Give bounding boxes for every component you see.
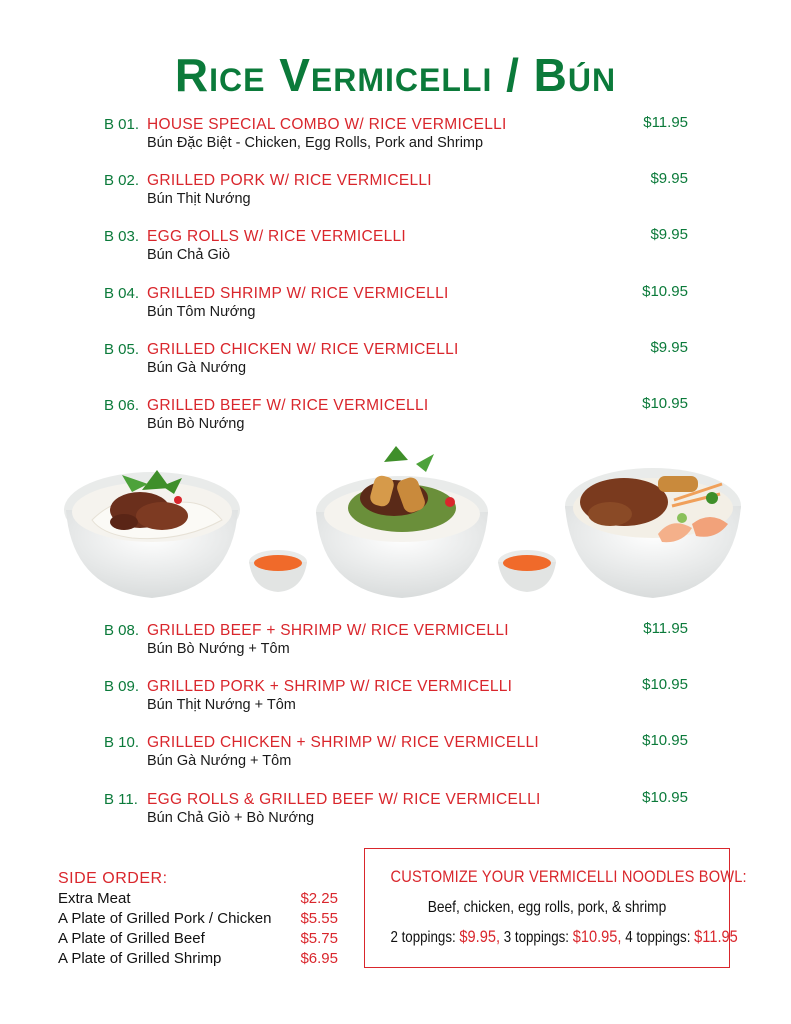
item-code: B 04. (104, 285, 140, 302)
item-code: B 06. (104, 397, 140, 414)
customize-bowl-box (364, 848, 747, 968)
item-price: $10.95 (642, 395, 688, 412)
page-title: Rice Vermicelli / Bún (174, 49, 617, 101)
side-order-row (58, 890, 348, 910)
item-price: $9.95 (650, 226, 688, 243)
item-name: GRILLED BEEF + SHRIMP W/ RICE VERMICELLI (147, 622, 509, 639)
item-code: B 01. (104, 116, 140, 133)
topping-3-price: $10.95, (572, 927, 622, 946)
item-vietnamese-name: Bún Chả Giò + Bò Nướng (147, 810, 315, 826)
menu-item (104, 791, 694, 835)
item-code: B 08. (104, 622, 140, 639)
food-photos (0, 440, 791, 610)
item-price: $10.95 (642, 789, 688, 806)
topping-3-label: 3 toppings: (503, 929, 569, 946)
item-name: GRILLED SHRIMP W/ RICE VERMICELLI (147, 285, 449, 302)
topping-4-label: 4 toppings: (625, 929, 691, 946)
menu-item (104, 285, 694, 329)
customize-topping-prices (390, 927, 738, 947)
menu-item (104, 341, 694, 385)
item-vietnamese-name: Bún Tôm Nướng (147, 304, 256, 320)
item-vietnamese-name: Bún Chả Giò (147, 247, 231, 263)
menu-item (104, 678, 694, 722)
item-vietnamese-name: Bún Đặc Biệt - Chicken, Egg Rolls, Pork and Shrimp (147, 135, 484, 151)
item-name: GRILLED PORK W/ RICE VERMICELLI (147, 172, 432, 189)
side-order-row (58, 950, 348, 970)
item-price: $11.95 (643, 114, 688, 131)
item-code: B 10. (104, 734, 140, 751)
item-vietnamese-name: Bún Bò Nướng + Tôm (147, 641, 290, 657)
item-price: $9.95 (650, 339, 688, 356)
customize-title: CUSTOMIZE YOUR VERMICELLI NOODLES BOWL: (390, 867, 747, 886)
side-order-label: A Plate of Grilled Beef (58, 930, 205, 947)
item-price: $10.95 (642, 676, 688, 693)
side-order-title: SIDE ORDER: (58, 870, 168, 887)
item-name: GRILLED CHICKEN + SHRIMP W/ RICE VERMICELLI (147, 734, 540, 751)
item-price: $10.95 (642, 732, 688, 749)
menu-item (104, 622, 694, 666)
side-order-price: $2.25 (300, 890, 338, 907)
menu-item (104, 228, 694, 272)
side-order-price: $6.95 (300, 950, 338, 967)
item-name: GRILLED PORK + SHRIMP W/ RICE VERMICELLI (147, 678, 513, 695)
item-code: B 03. (104, 228, 140, 245)
item-code: B 05. (104, 341, 140, 358)
combo-vermicelli-bowl-image (562, 454, 744, 600)
item-price: $10.95 (642, 283, 688, 300)
item-code: B 09. (104, 678, 140, 695)
menu-item (104, 734, 694, 778)
menu-item (104, 116, 694, 160)
item-vietnamese-name: Bún Thịt Nướng (147, 191, 251, 207)
item-name: EGG ROLLS & GRILLED BEEF W/ RICE VERMICELLI (147, 791, 541, 808)
item-vietnamese-name: Bún Gà Nướng + Tôm (147, 753, 292, 769)
item-code: B 11. (104, 791, 138, 808)
beef-vermicelli-bowl-image (62, 450, 242, 600)
item-price: $11.95 (643, 620, 688, 637)
side-order-section (58, 870, 348, 970)
customize-options: Beef, chicken, egg rolls, pork, & shrimp (427, 899, 667, 916)
side-order-price: $5.75 (300, 930, 338, 947)
menu-item (104, 397, 694, 441)
topping-2-price: $9.95, (459, 927, 501, 946)
side-order-label: A Plate of Grilled Pork / Chicken (58, 910, 272, 927)
item-name: HOUSE SPECIAL COMBO W/ RICE VERMICELLI (147, 116, 507, 133)
topping-4-price: $11.95 (694, 927, 738, 946)
side-order-row (58, 930, 348, 950)
egg-roll-vermicelli-bowl-image (312, 442, 492, 600)
dipping-sauce-image (247, 544, 309, 594)
menu-item (104, 172, 694, 216)
topping-2-label: 2 toppings: (390, 929, 456, 946)
item-vietnamese-name: Bún Bò Nướng (147, 416, 245, 432)
item-name: GRILLED BEEF W/ RICE VERMICELLI (147, 397, 429, 414)
side-order-label: A Plate of Grilled Shrimp (58, 950, 222, 967)
item-price: $9.95 (650, 170, 688, 187)
dipping-sauce-image (496, 544, 558, 594)
item-name: GRILLED CHICKEN W/ RICE VERMICELLI (147, 341, 459, 358)
side-order-label: Extra Meat (58, 890, 131, 907)
item-vietnamese-name: Bún Thịt Nướng + Tôm (147, 697, 296, 713)
item-vietnamese-name: Bún Gà Nướng (147, 360, 247, 376)
side-order-price: $5.55 (300, 910, 338, 927)
side-order-row (58, 910, 348, 930)
item-code: B 02. (104, 172, 140, 189)
item-name: EGG ROLLS W/ RICE VERMICELLI (147, 228, 407, 245)
